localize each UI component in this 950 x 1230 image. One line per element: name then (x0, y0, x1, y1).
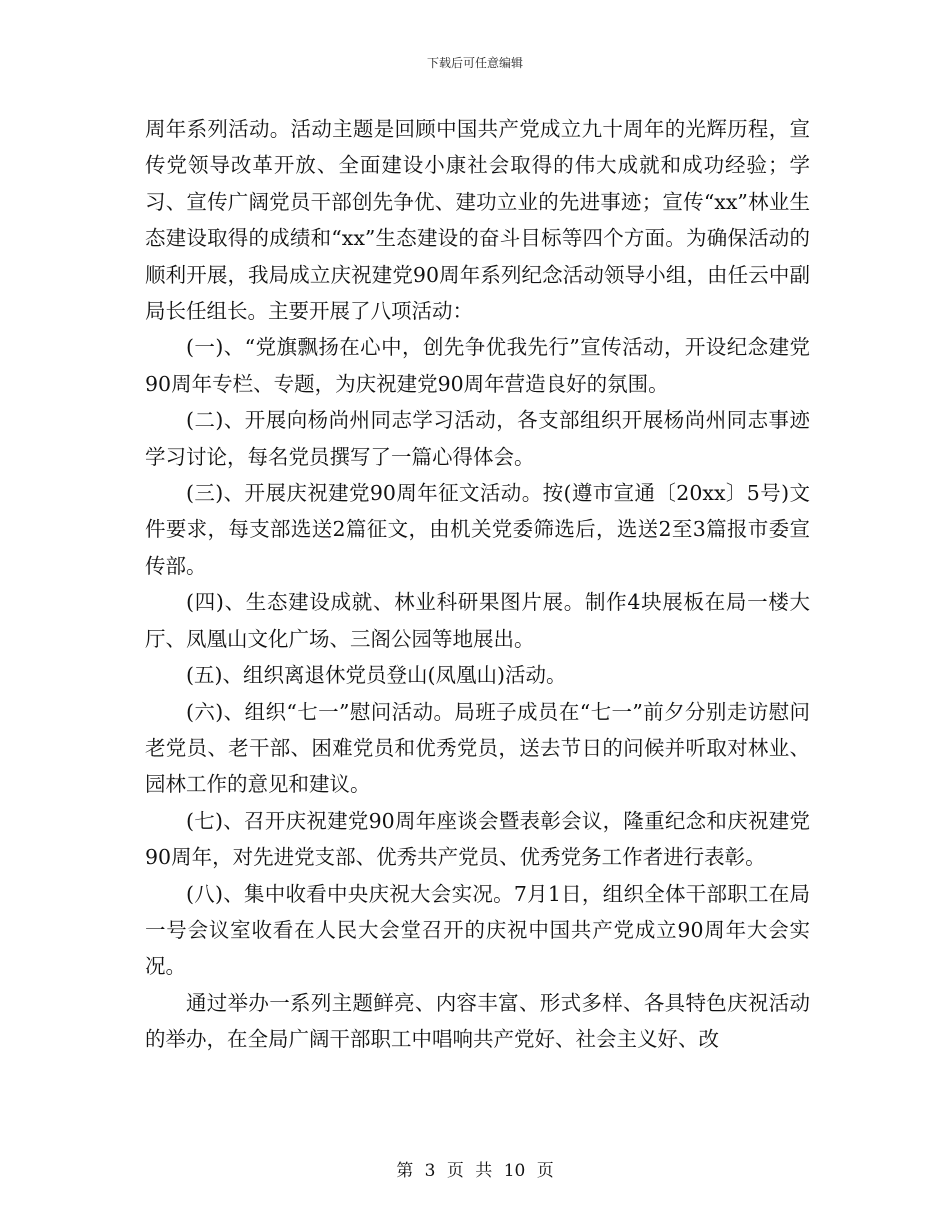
page-header: 下载后可任意编辑 (426, 56, 523, 70)
paragraph-activity-3: (三)、开展庆祝建党90周年征文活动。按(遵市宣通〔20xx〕5号)文件要求，每支部选送2篇征文，由机关党委筛选后，选送2至3篇报市委宣传部。 (145, 481, 810, 578)
paragraph-activity-1: (一)、“党旗飘扬在心中，创先争优我先行”宣传活动，开设纪念建党90周年专栏、专题，为庆祝建党90周年营造良好的氛围。 (145, 335, 810, 396)
paragraph-activity-2: (二)、开展向杨尚州同志学习活动，各支部组织开展杨尚州同志事迹学习讨论，每名党员撰写了一篇心得体会。 (145, 408, 810, 469)
paragraph-activity-8: (八)、集中收看中央庆祝大会实况。7月1日，组织全体干部职工在局一号会议室收看在人民大会堂召开的庆祝中国共产党成立90周年大会实况。 (145, 881, 810, 979)
page-footer: 第 3 页 共 10 页 (396, 1161, 554, 1181)
paragraph-activity-4: (四)、生态建设成就、林业科研果图片展。制作4块展板在局一楼大厅、凤凰山文化广场、三阁公园等地展出。 (145, 590, 810, 651)
paragraph-activity-6: (六)、组织“七一”慰问活动。局班子成员在“七一”前夕分别走访慰问老党员、老干部、困难党员和优秀党员，送去节日的问候并听取对林业、园林工作的意见和建议。 (145, 699, 810, 797)
document-body (145, 111, 810, 1058)
paragraph-activity-5: (五)、组织离退休党员登山(凤凰山)活动。 (186, 663, 567, 688)
paragraph-activity-7: (七)、召开庆祝建党90周年座谈会暨表彰会议，隆重纪念和庆祝建党90周年，对先进党支部、优秀共产党员、优秀党务工作者进行表彰。 (145, 808, 810, 870)
paragraph-conclusion: 通过举办一系列主题鲜亮、内容丰富、形式多样、各具特色庆祝活动的举办，在全局广阔干部职工中唱响共产党好、社会主义好、改 (145, 990, 810, 1052)
paragraph-intro: 周年系列活动。活动主题是回顾中国共产党成立九十周年的光辉历程，宣传党领导改革开放、全面建设小康社会取得的伟大成就和成功经验；学习、宣传广阔党员干部创先争优、建功立业的先进事迹；宣传“xx”林业生态建设取得的成绩和“xx”生态建设的奋斗目标等四个方面。为确保活动的顺利开展，我局成立庆祝建党90周年系列纪念活动领导小组，由任云中副局长任组长。主要开展了八项活动： (145, 117, 810, 324)
